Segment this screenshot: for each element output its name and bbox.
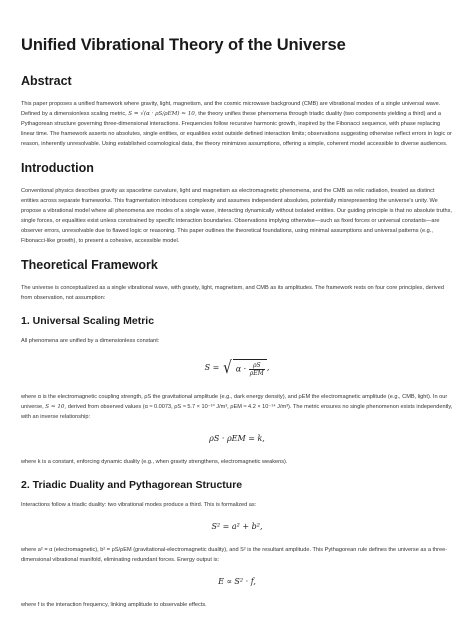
abstract-section xyxy=(21,74,453,149)
fraction-denominator: ρEM xyxy=(249,370,264,377)
fraction-numerator: ρS xyxy=(249,362,265,370)
framework-section xyxy=(21,258,453,303)
explanation-text-b: derived from observed values (α ≈ 0.0073, ρS ≈ 5.7 × 10⁻¹⁰ J/m³, ρEM ≈ 4.2 × 10⁻¹⁴ J/m³). The metric ensures no single phenomenon exists independently, with an inverse relationship: xyxy=(21,404,453,420)
abstract-paragraph xyxy=(21,99,453,149)
abstract-scaling-formula: S = √(α · ρS/ρEM) ≈ 10, xyxy=(128,111,197,117)
abstract-text-b: the theory unifies these phenomena through triadic duality (two components yielding a third) and a Pythagorean structure governing three-dimensional interactions. Frequencies follow recursive harmonic growth, inspired by the Fibonacci sequence, with phase replacing linear time. The framework asserts no absolutes, single entities, or equalities exist outside defined interaction limits; observations suggesting otherwise reflect errors in logic or reason, inherently unresolvable. Using established cosmological data, the theory minimizes assumptions, offering a simple, coherent model accessible to diverse audiences. xyxy=(21,111,452,147)
scaling-metric-heading: 1. Universal Scaling Metric xyxy=(21,315,155,327)
introduction-section xyxy=(21,161,453,246)
radicand xyxy=(233,359,267,377)
triadic-heading: 2. Triadic Duality and Pythagorean Structure xyxy=(21,479,243,491)
energy-equation: E ∝ S² · f, xyxy=(218,577,256,586)
triadic-section xyxy=(21,479,453,610)
frequency-explanation: where f is the interaction frequency, linking amplitude to observable effects. xyxy=(21,602,207,608)
inverse-relationship-equation: ρS · ρEM = k, xyxy=(209,434,265,443)
framework-heading: Theoretical Framework xyxy=(21,258,158,272)
equation-tail: , xyxy=(266,363,270,372)
framework-paragraph: The universe is conceptualized as a single vibrational wave, with gravity, light, magnetism, and CMB as its amplitudes. The framework rests on four core principles, derived from observation, not assumption: xyxy=(21,285,444,301)
inverse-relationship-explanation: where k is a constant, enforcing dynamic duality (e.g., when gravity strengthens, electromagnetic weakens). xyxy=(21,459,288,465)
scaling-metric-explanation xyxy=(21,392,453,422)
pythagorean-equation: S² = a² + b², xyxy=(211,522,263,531)
scaling-metric-equation xyxy=(21,358,453,378)
abstract-heading: Abstract xyxy=(21,74,72,88)
equation-fraction xyxy=(249,362,265,377)
introduction-paragraph: Conventional physics describes gravity as spacetime curvature, light and magnetism as electromagnetic phenomena, and the CMB as relic radiation, treated as distinct entities across separate frameworks. This fragmentation introduces complexity and assumes independent absolutes, potentially misrepresenting the universe's unity. We propose a vibrational model where all phenomena are modes of a single wave, interacting dynamically without isolated entities. Our guiding principle is that no absolute truths, single forces, or equalities exist unless constrained by specific interaction boundaries. Observations implying otherwise—such as fixed forces or universal constants—are observer errors, unresolvable due to flawed logic or reasoning. This paper outlines the theoretical foundations, using minimal assumptions and universal patterns (e.g., Fibonacci-like growth), to present a cohesive, accessible model. xyxy=(21,188,452,244)
equation-lhs: S = xyxy=(204,363,222,372)
equation-alpha: α · xyxy=(235,364,249,374)
scaling-metric-section xyxy=(21,315,453,467)
sqrt-symbol: √ xyxy=(222,358,232,378)
paper-title: Unified Vibrational Theory of the Universe xyxy=(21,36,346,54)
abstract-text-a: This paper proposes a unified framework where gravity, light, magnetism, and the cosmic microwave background (CMB) are vibrational modes of a single universal wave. Defined by a dimensionless scaling metric, xyxy=(21,101,441,117)
triadic-intro: Interactions follow a triadic duality: two vibrational modes produce a third. This is formalized as: xyxy=(21,502,257,508)
triadic-explanation: where a² = α (electromagnetic), b² = ρS/ρEM (gravitational-electromagnetic duality), and S² is the resultant amplitude. This Pythagorean rule defines the universe as a three-dimensional vibrational manifold, eliminating redundant forces. Energy output is: xyxy=(21,547,448,563)
introduction-heading: Introduction xyxy=(21,161,94,175)
scaling-metric-intro: All phenomena are unified by a dimensionless constant: xyxy=(21,338,160,344)
explanation-text-a: where α is the electromagnetic coupling strength, ρS the gravitational amplitude (e.g., dark energy density), and ρEM the electromagnetic amplitude (e.g., CMB, light). In our universe, xyxy=(21,394,448,410)
explanation-s-value: S ≈ 10, xyxy=(45,404,67,410)
